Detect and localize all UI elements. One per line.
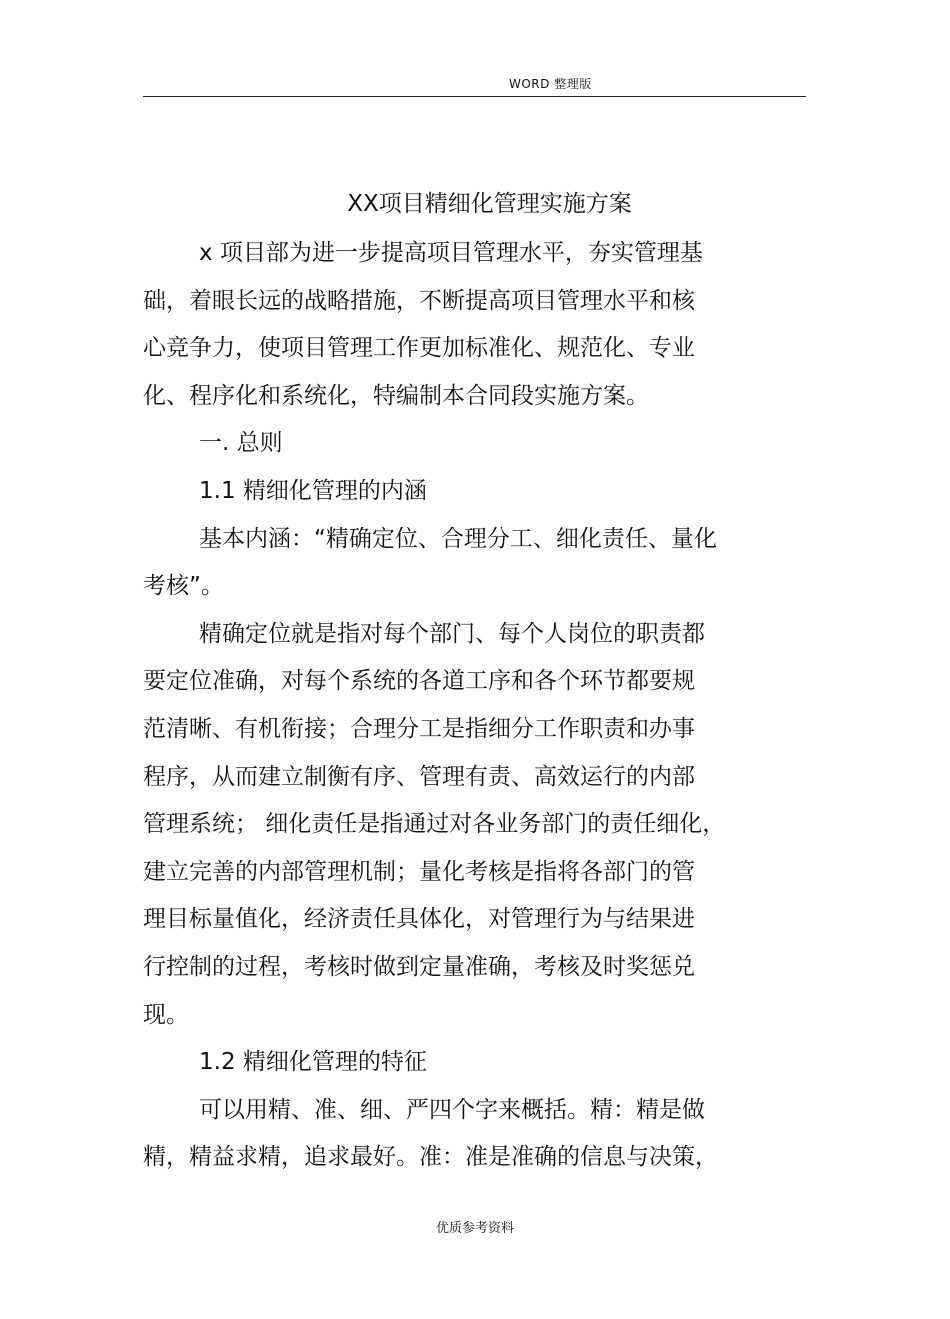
- paragraph-line: 要定位准确，对每个系统的各道工序和各个环节都要规: [143, 668, 695, 695]
- subsection-heading: 1.1 精细化管理的内涵: [199, 477, 427, 504]
- subsection-heading: 1.2 精细化管理的特征: [199, 1049, 427, 1076]
- paragraph-line: 理目标量值化，经济责任具体化，对管理行为与结果进: [143, 906, 695, 933]
- paragraph-line: 心竞争力，使项目管理工作更加标准化、规范化、专业: [143, 335, 695, 362]
- header-text: WORD 整理版: [509, 77, 592, 91]
- paragraph-line: 础，着眼长远的战略措施，不断提高项目管理水平和核: [143, 287, 695, 314]
- paragraph-line: 化、程序化和系统化，特编制本合同段实施方案。: [143, 382, 649, 409]
- paragraph-line: 精，精益求精，追求最好。准：准是准确的信息与决策，: [143, 1144, 718, 1171]
- paragraph-line: 可以用精、准、细、严四个字来概括。精：精是做: [199, 1096, 705, 1123]
- paragraph-line: 现。: [143, 1001, 189, 1028]
- paragraph-line: 程序，从而建立制衡有序、管理有责、高效运行的内部: [143, 763, 695, 790]
- paragraph-line: 基本内涵：“精确定位、合理分工、细化责任、量化: [199, 525, 717, 552]
- paragraph-line: x 项目部为进一步提高项目管理水平，夯实管理基: [199, 240, 703, 266]
- paragraph-line: 行控制的过程，考核时做到定量准确，考核及时奖惩兑: [143, 953, 695, 980]
- section-heading: 一. 总则: [199, 430, 283, 457]
- paragraph-line: 范清晰、有机衔接；合理分工是指细分工作职责和办事: [143, 715, 695, 742]
- document-body: [143, 230, 773, 1182]
- paragraph-line: 建立完善的内部管理机制；量化考核是指将各部门的管: [143, 858, 695, 885]
- page-footer: 优质参考资料: [435, 1221, 514, 1236]
- page-header: [143, 74, 806, 97]
- paragraph-line: 精确定位就是指对每个部门、每个人岗位的职责都: [199, 620, 705, 647]
- paragraph-line: 考核”。: [143, 573, 224, 600]
- document-title: XX项目精细化管理实施方案: [347, 191, 632, 217]
- paragraph-line: 管理系统； 细化责任是指通过对各业务部门的责任细化，: [143, 811, 726, 838]
